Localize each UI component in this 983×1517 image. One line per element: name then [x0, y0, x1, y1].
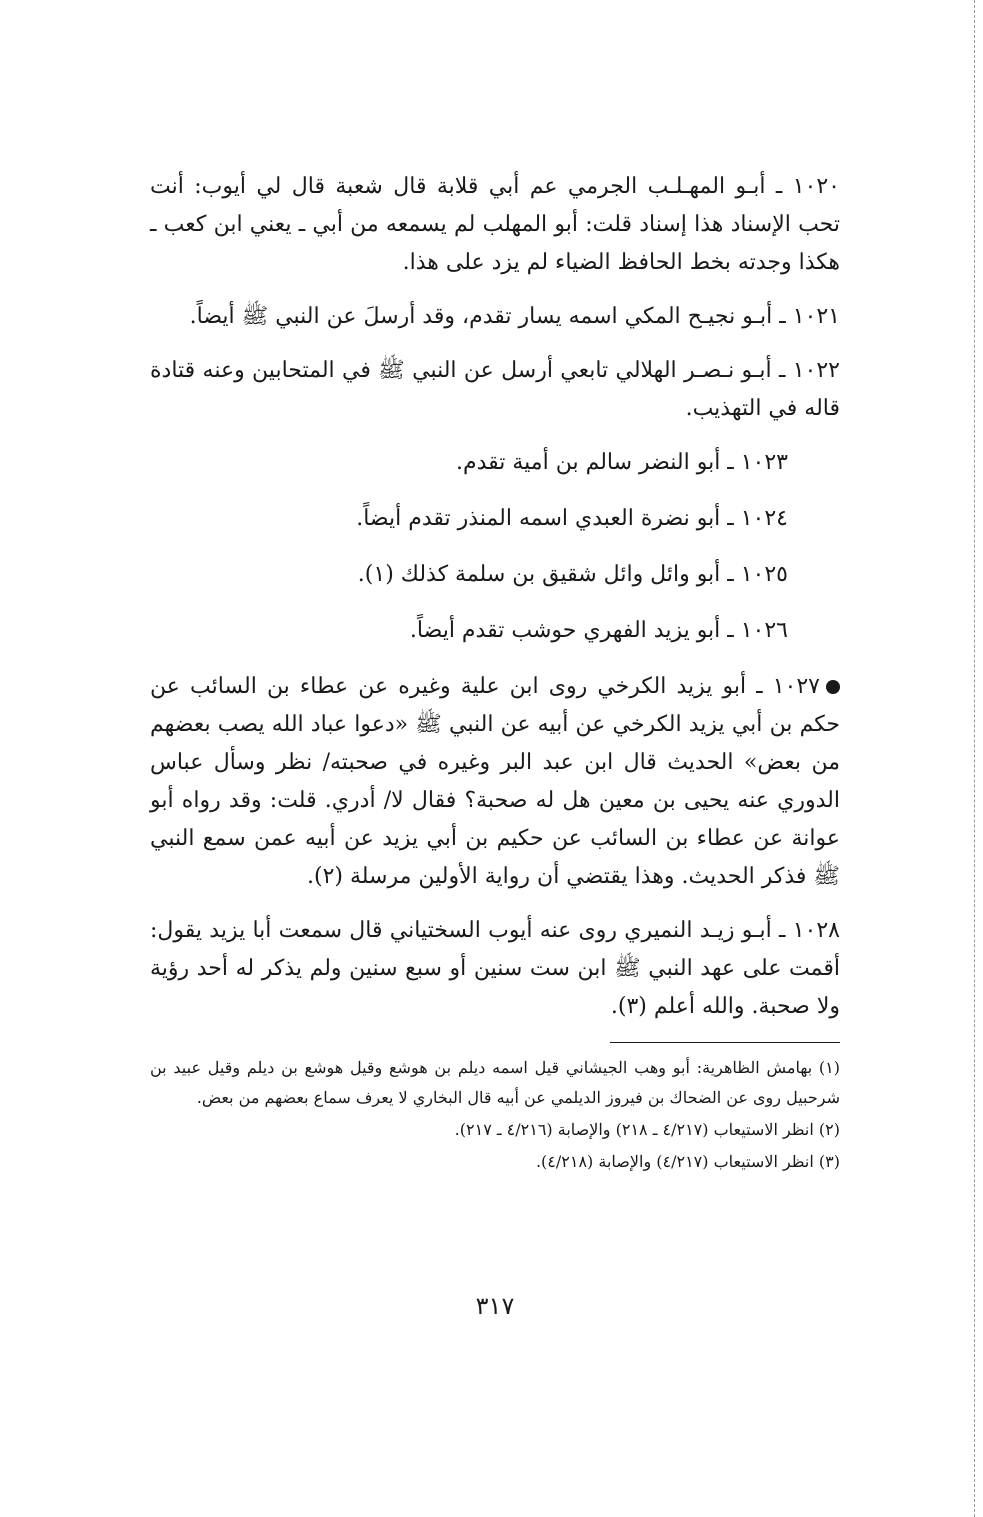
entry-1027-text: ١٠٢٧ ـ أبو يزيد الكرخي روى ابن علية وغيره عن عطاء بن السائب عن حكم بن أبي يزيد الكرخي عن أبيه عن النبي ﷺ «دعوا عباد الله يصب بعضهم من بعض» الحديث قال ابن عبد البر وغيره في صحبته/ نظر وسأل عباس الدوري عنه يحيى بن معين هل له صحبة؟ فقال لا/ أدري. قلت: وقد رواه أبو عوانة عن عطاء بن السائب عن حكيم بن أبي يزيد عن أبيه عمن سمع النبي ﷺ فذكر الحديث. وهذا يقتضي أن رواية الأولين مرسلة (٢). [150, 674, 840, 889]
footnote-2: (٢) انظر الاستيعاب (٤/٢١٧ ـ ٢١٨) والإصابة (٤/٢١٦ ـ ٢١٧). [454, 1120, 840, 1139]
footnote-3: (٣) انظر الاستيعاب (٤/٢١٧) والإصابة (٤/٢١٨). [535, 1152, 840, 1171]
scan-edge-line [974, 0, 975, 1517]
page-number: ٣١٧ [475, 1292, 515, 1320]
page-body [150, 168, 840, 1179]
entry-1024: ١٠٢٤ ـ أبو نضرة العبدي اسمه المنذر تقدم أيضاً. [356, 506, 788, 531]
entry-1028: ١٠٢٨ ـ أبـو زيـد النميري روى عنه أيوب السختياني قال سمعت أبا يزيد يقول: أقمت على عهد النبي ﷺ ابن ست سنين أو سبع سنين ولم يذكر له أحد رؤية ولا صحبة. والله أعلم (٣). [150, 918, 840, 1019]
entry-1021: ١٠٢١ ـ أبـو نجيـح المكي اسمه يسار تقدم، وقد أرسلَ عن النبي ﷺ أيضاً. [189, 304, 840, 329]
entry-1023: ١٠٢٣ ـ أبو النضر سالم بن أمية تقدم. [455, 450, 788, 475]
entry-1027 [150, 668, 840, 896]
entry-1025: ١٠٢٥ ـ أبو وائل وائل شقيق بن سلمة كذلك (١). [357, 562, 788, 587]
entry-1020: ١٠٢٠ ـ أبـو المهـلـب الجرمي عم أبي قلابة قال شعبة قال لي أيوب: أنت تحب الإسناد هذا إسناد قلت: أبو المهلب لم يسمعه من أبي ـ يعني ابن كعب ـ هكذا وجدته بخط الحافظ الضياء لم يزد على هذا. [150, 174, 840, 275]
entry-1022: ١٠٢٢ ـ أبـو نـصـر الهلالي تابعي أرسل عن النبي ﷺ في المتحابين وعنه قتادة قاله في التهذيب. [150, 358, 840, 421]
footnote-separator [610, 1042, 840, 1043]
bullet-marker [826, 680, 840, 694]
entry-1026: ١٠٢٦ ـ أبو يزيد الفهري حوشب تقدم أيضاً. [409, 618, 788, 643]
footnote-1: (١) بهامش الظاهرية: أبو وهب الجيشاني قيل اسمه ديلم بن هوشع وقيل هوشع بن ديلم وقيل عبيد بن شرحبيل روى عن الضحاك بن فيروز الديلمي عن أبيه قال البخاري لا يعرف سماع بعضهم من بعض. [150, 1058, 840, 1107]
